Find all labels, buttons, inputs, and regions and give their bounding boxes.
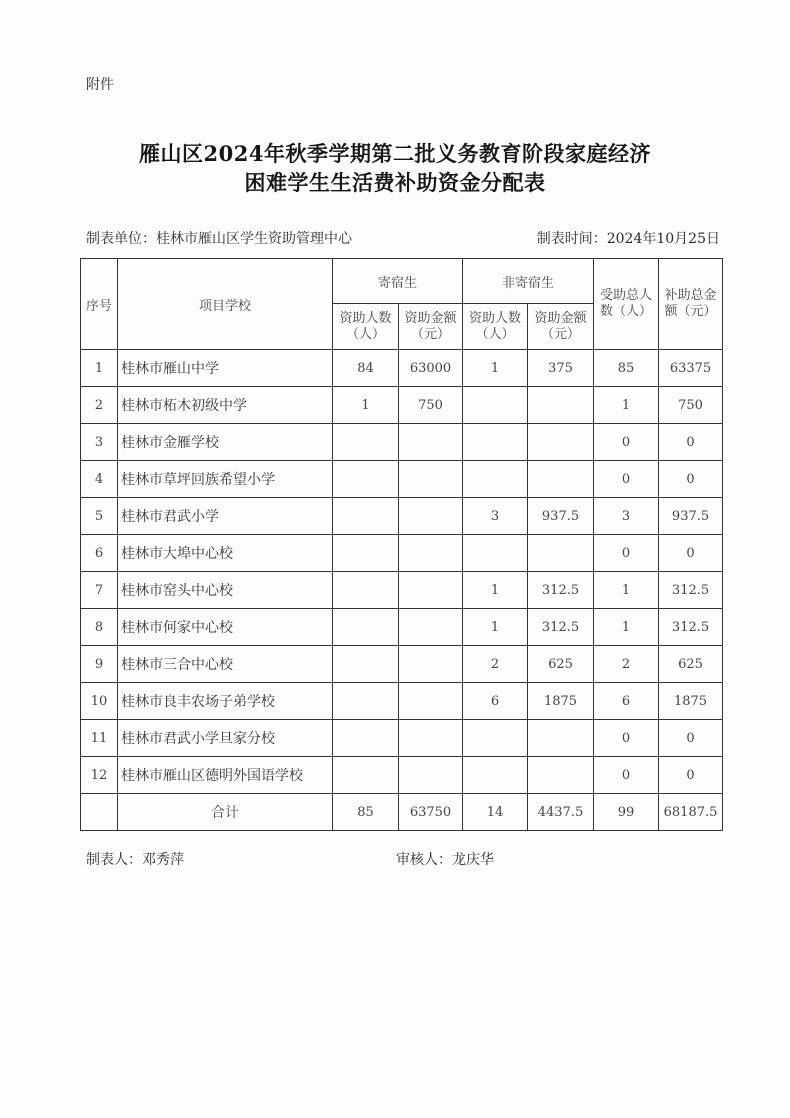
cell-nonboarding-amount [528, 720, 594, 757]
cell-boarding-amount [399, 757, 463, 794]
allocation-table [80, 258, 723, 831]
cell-school: 桂林市雁山区德明外国语学校 [118, 757, 333, 794]
cell-seq: 4 [81, 461, 118, 498]
cell-total-amount: 63375 [659, 350, 723, 387]
header-nonboarding-count: 资助人数（人） [463, 304, 528, 350]
cell-total-amount: 0 [659, 720, 723, 757]
cell-school: 桂林市君武小学 [118, 498, 333, 535]
cell-seq [81, 794, 118, 831]
cell-total-amount: 312.5 [659, 572, 723, 609]
cell-nonboarding-amount [528, 535, 594, 572]
cell-nonboarding-count: 3 [463, 498, 528, 535]
table-row [81, 498, 723, 535]
cell-total-count: 1 [594, 572, 659, 609]
cell-nonboarding-count: 6 [463, 683, 528, 720]
issuing-unit: 制表单位：桂林市雁山区学生资助管理中心 [86, 231, 352, 247]
cell-nonboarding-count [463, 720, 528, 757]
cell-school: 桂林市良丰农场子弟学校 [118, 683, 333, 720]
cell-nonboarding-amount [528, 461, 594, 498]
cell-nonboarding-amount [528, 424, 594, 461]
cell-boarding-amount [399, 720, 463, 757]
cell-total-count: 0 [594, 757, 659, 794]
cell-total-count: 1 [594, 387, 659, 424]
table-row [81, 350, 723, 387]
cell-total-count: 85 [594, 350, 659, 387]
cell-seq: 6 [81, 535, 118, 572]
cell-nonboarding-amount [528, 387, 594, 424]
cell-boarding-amount [399, 683, 463, 720]
cell-nonboarding-count [463, 461, 528, 498]
cell-school: 桂林市何家中心校 [118, 609, 333, 646]
cell-boarding-count [333, 609, 399, 646]
cell-total-amount: 0 [659, 424, 723, 461]
cell-boarding-amount [399, 498, 463, 535]
table-row [81, 683, 723, 720]
table-row [81, 424, 723, 461]
cell-total-count: 0 [594, 535, 659, 572]
cell-nonboarding-count [463, 387, 528, 424]
cell-total-count: 6 [594, 683, 659, 720]
table-row [81, 757, 723, 794]
cell-boarding-amount [399, 572, 463, 609]
cell-boarding-amount: 63000 [399, 350, 463, 387]
cell-nonboarding-count [463, 424, 528, 461]
cell-seq: 12 [81, 757, 118, 794]
header-nonboarding: 非寄宿生 [463, 259, 594, 304]
cell-nonboarding-amount: 1875 [528, 683, 594, 720]
cell-nonboarding-count: 1 [463, 350, 528, 387]
cell-total-count: 3 [594, 498, 659, 535]
cell-seq: 11 [81, 720, 118, 757]
total-nonboarding-amount: 4437.5 [528, 794, 594, 831]
cell-boarding-amount [399, 424, 463, 461]
header-boarding-count: 资助人数（人） [333, 304, 399, 350]
total-total-amount: 68187.5 [659, 794, 723, 831]
table-row [81, 720, 723, 757]
cell-nonboarding-count: 1 [463, 609, 528, 646]
cell-school: 桂林市大埠中心校 [118, 535, 333, 572]
cell-boarding-count: 84 [333, 350, 399, 387]
reviewed-by: 审核人：龙庆华 [396, 852, 494, 868]
cell-total-amount: 937.5 [659, 498, 723, 535]
cell-boarding-count [333, 720, 399, 757]
header-boarding: 寄宿生 [333, 259, 463, 304]
table-row [81, 461, 723, 498]
total-total-count: 99 [594, 794, 659, 831]
table-row [81, 646, 723, 683]
cell-school: 桂林市雁山中学 [118, 350, 333, 387]
cell-seq: 5 [81, 498, 118, 535]
cell-boarding-count [333, 646, 399, 683]
header-total-count: 受助总人数（人） [594, 259, 659, 350]
cell-school: 桂林市窑头中心校 [118, 572, 333, 609]
total-label: 合计 [118, 794, 333, 831]
cell-total-amount: 625 [659, 646, 723, 683]
table-row [81, 572, 723, 609]
table-row [81, 387, 723, 424]
prepared-by: 制表人：邓秀萍 [86, 852, 184, 868]
cell-boarding-amount [399, 461, 463, 498]
cell-total-amount: 0 [659, 535, 723, 572]
cell-school: 桂林市草坪回族希望小学 [118, 461, 333, 498]
header-seq: 序号 [81, 259, 118, 350]
cell-total-amount: 312.5 [659, 609, 723, 646]
cell-total-count: 2 [594, 646, 659, 683]
header-nonboarding-amount: 资助金额（元） [528, 304, 594, 350]
cell-nonboarding-count: 2 [463, 646, 528, 683]
cell-school: 桂林市君武小学旦家分校 [118, 720, 333, 757]
cell-boarding-count [333, 535, 399, 572]
issue-date: 制表时间：2024年10月25日 [536, 231, 720, 247]
cell-total-amount: 0 [659, 757, 723, 794]
cell-boarding-amount: 750 [399, 387, 463, 424]
cell-boarding-count [333, 572, 399, 609]
cell-total-amount: 1875 [659, 683, 723, 720]
cell-seq: 8 [81, 609, 118, 646]
cell-nonboarding-amount: 937.5 [528, 498, 594, 535]
cell-nonboarding-amount [528, 757, 594, 794]
cell-nonboarding-count [463, 757, 528, 794]
cell-nonboarding-amount: 625 [528, 646, 594, 683]
header-boarding-amount: 资助金额（元） [399, 304, 463, 350]
document-title-line2: 困难学生生活费补助资金分配表 [244, 170, 546, 195]
cell-seq: 3 [81, 424, 118, 461]
cell-seq: 9 [81, 646, 118, 683]
cell-boarding-amount [399, 535, 463, 572]
cell-seq: 2 [81, 387, 118, 424]
cell-total-amount: 750 [659, 387, 723, 424]
total-boarding-amount: 63750 [399, 794, 463, 831]
cell-nonboarding-count: 1 [463, 572, 528, 609]
attachment-label: 附件 [86, 77, 114, 93]
cell-seq: 1 [81, 350, 118, 387]
cell-nonboarding-amount: 312.5 [528, 572, 594, 609]
total-boarding-count: 85 [333, 794, 399, 831]
cell-boarding-amount [399, 646, 463, 683]
cell-boarding-count [333, 498, 399, 535]
cell-boarding-count [333, 424, 399, 461]
cell-school: 桂林市金雁学校 [118, 424, 333, 461]
total-row [81, 794, 723, 831]
cell-total-count: 1 [594, 609, 659, 646]
cell-nonboarding-amount: 312.5 [528, 609, 594, 646]
cell-boarding-count [333, 461, 399, 498]
cell-seq: 10 [81, 683, 118, 720]
cell-total-amount: 0 [659, 461, 723, 498]
cell-nonboarding-amount: 375 [528, 350, 594, 387]
cell-boarding-count [333, 757, 399, 794]
cell-nonboarding-count [463, 535, 528, 572]
cell-total-count: 0 [594, 461, 659, 498]
cell-boarding-count [333, 683, 399, 720]
total-nonboarding-count: 14 [463, 794, 528, 831]
cell-school: 桂林市三合中心校 [118, 646, 333, 683]
header-school: 项目学校 [118, 259, 333, 350]
cell-seq: 7 [81, 572, 118, 609]
header-total-amount: 补助总金额（元） [659, 259, 723, 350]
cell-total-count: 0 [594, 424, 659, 461]
table-row [81, 535, 723, 572]
document-title-line1: 雁山区2024年秋季学期第二批义务教育阶段家庭经济 [139, 141, 651, 166]
cell-total-count: 0 [594, 720, 659, 757]
cell-school: 桂林市柘木初级中学 [118, 387, 333, 424]
table-row [81, 609, 723, 646]
cell-boarding-count: 1 [333, 387, 399, 424]
cell-boarding-amount [399, 609, 463, 646]
